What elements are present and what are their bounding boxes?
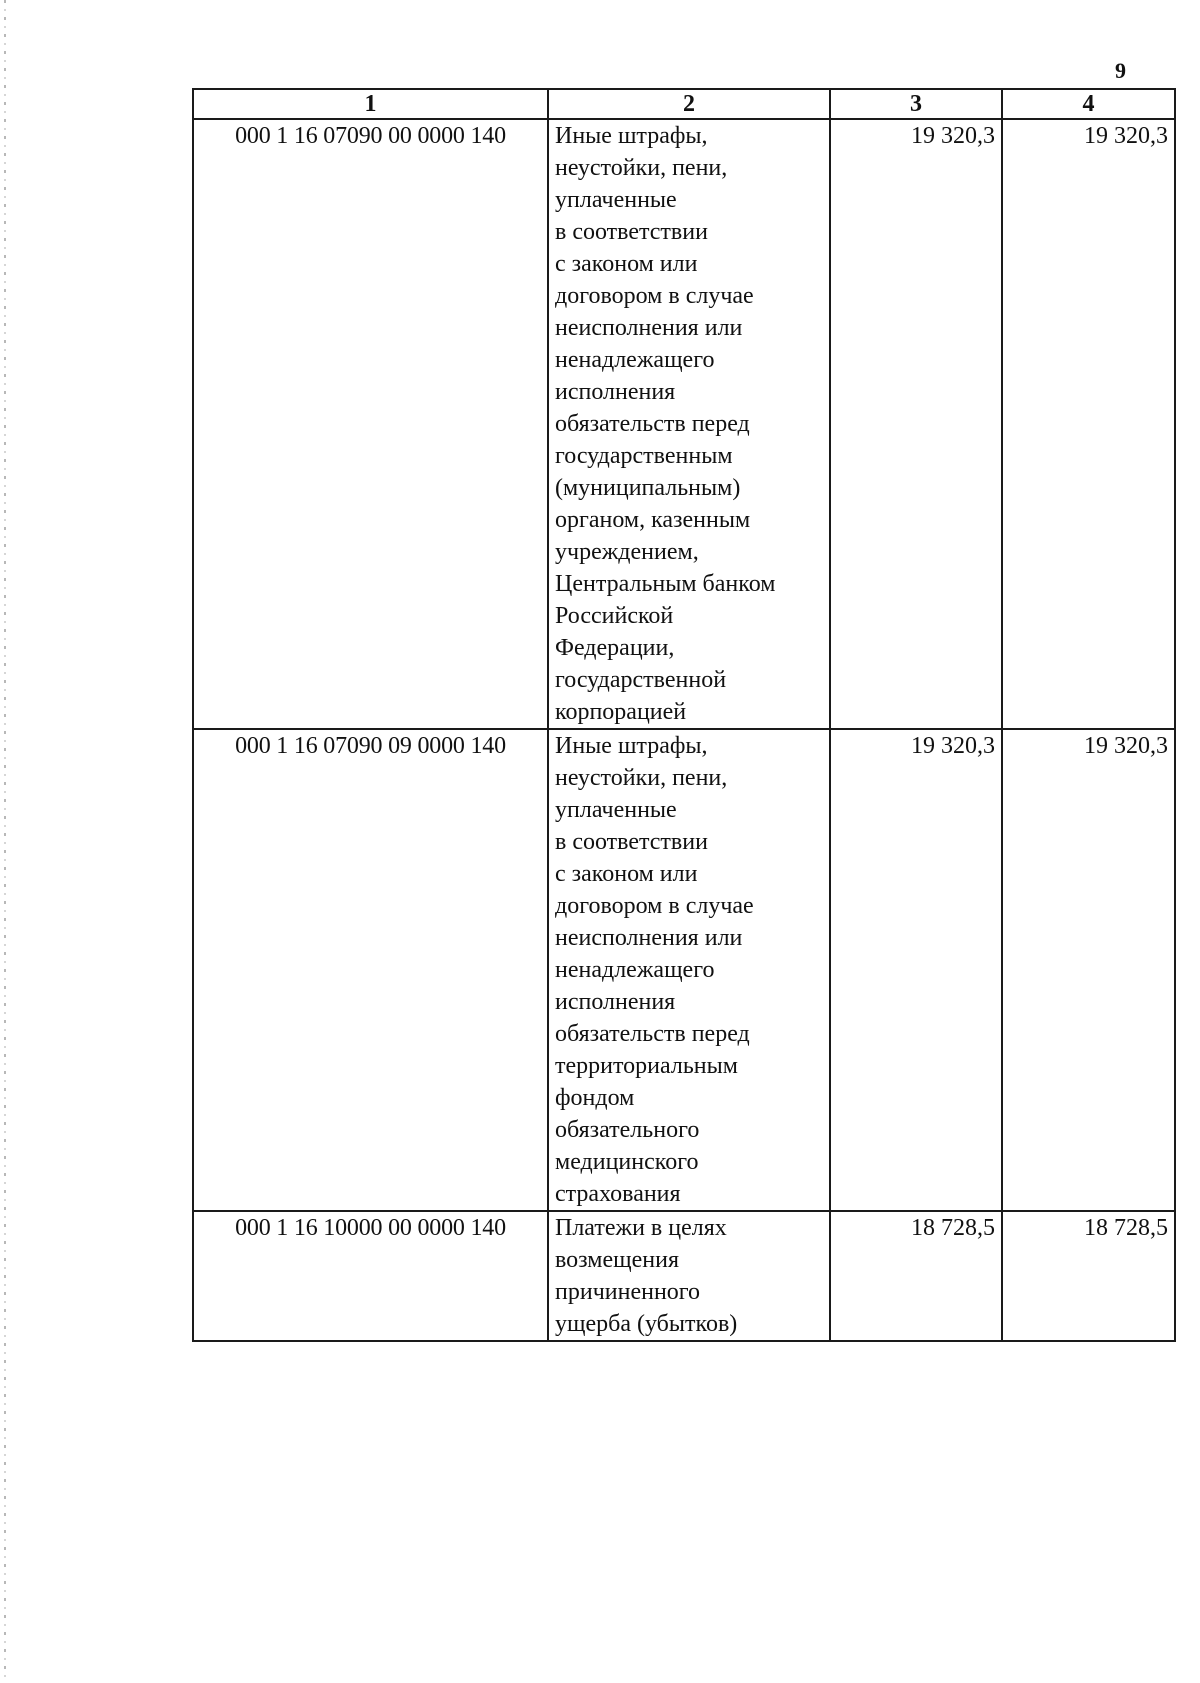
income-name-line: договором в случае bbox=[555, 893, 754, 919]
income-name-line: государственной bbox=[555, 667, 727, 693]
income-name-line: ненадлежащего bbox=[555, 347, 715, 373]
income-name-line: Центральным банком bbox=[555, 571, 776, 597]
income-name-line: Иные штрафы, bbox=[555, 733, 708, 759]
page-number: 9 bbox=[1115, 58, 1126, 83]
column-header-2: 2 bbox=[548, 89, 830, 119]
amount-col3-cell: 19 320,3 bbox=[830, 729, 1002, 1211]
income-name-line: Иные штрафы, bbox=[555, 123, 708, 149]
income-name-line: (муниципальным) bbox=[555, 475, 741, 501]
income-name-line: ущерба (убытков) bbox=[555, 1311, 738, 1337]
income-name-line: неустойки, пени, bbox=[555, 765, 728, 791]
income-name-line: неисполнения или bbox=[555, 925, 743, 951]
income-name-line: в соответствии bbox=[555, 829, 708, 855]
budget-code-cell: 000 1 16 10000 00 0000 140 bbox=[193, 1211, 548, 1341]
income-name-line: учреждением, bbox=[555, 539, 699, 565]
income-name-line: с законом или bbox=[555, 251, 698, 277]
income-name-line: медицинского bbox=[555, 1149, 699, 1175]
table-body bbox=[193, 119, 1175, 1341]
income-name-cell bbox=[548, 1211, 830, 1341]
table-row bbox=[193, 729, 1175, 1211]
column-header-4: 4 bbox=[1002, 89, 1175, 119]
income-name-line: в соответствии bbox=[555, 219, 708, 245]
table-row bbox=[193, 119, 1175, 729]
income-name-line: неустойки, пени, bbox=[555, 155, 728, 181]
income-name-cell bbox=[548, 119, 830, 729]
income-name-line: исполнения bbox=[555, 379, 676, 405]
income-name-line: фондом bbox=[555, 1085, 635, 1111]
income-name-line: Платежи в целях bbox=[555, 1215, 727, 1241]
column-header-3: 3 bbox=[830, 89, 1002, 119]
income-name-line: исполнения bbox=[555, 989, 676, 1015]
income-name-line: возмещения bbox=[555, 1247, 680, 1273]
amount-col4-cell: 19 320,3 bbox=[1002, 119, 1175, 729]
income-name-line: с законом или bbox=[555, 861, 698, 887]
income-name-line: государственным bbox=[555, 443, 733, 469]
income-name-line: обязательств перед bbox=[555, 411, 750, 437]
income-name-line: договором в случае bbox=[555, 283, 754, 309]
income-name-line: Федерации, bbox=[555, 635, 675, 661]
budget-code-cell: 000 1 16 07090 00 0000 140 bbox=[193, 119, 548, 729]
amount-col4-cell: 18 728,5 bbox=[1002, 1211, 1175, 1341]
income-name-line: причиненного bbox=[555, 1279, 701, 1305]
scan-edge-artifact bbox=[4, 0, 6, 1683]
column-header-1: 1 bbox=[193, 89, 548, 119]
income-name-line: уплаченные bbox=[555, 187, 677, 213]
income-name-line: ненадлежащего bbox=[555, 957, 715, 983]
table-header-row bbox=[193, 89, 1175, 119]
income-name-line: обязательного bbox=[555, 1117, 700, 1143]
amount-col4-cell: 19 320,3 bbox=[1002, 729, 1175, 1211]
income-name-line: уплаченные bbox=[555, 797, 677, 823]
budget-code-cell: 000 1 16 07090 09 0000 140 bbox=[193, 729, 548, 1211]
amount-col3-cell: 18 728,5 bbox=[830, 1211, 1002, 1341]
income-name-line: Российской bbox=[555, 603, 674, 629]
budget-table bbox=[192, 88, 1176, 1342]
income-name-line: органом, казенным bbox=[555, 507, 751, 533]
income-name-line: территориальным bbox=[555, 1053, 738, 1079]
table-row bbox=[193, 1211, 1175, 1341]
income-name-line: корпорацией bbox=[555, 699, 687, 725]
income-name-line: обязательств перед bbox=[555, 1021, 750, 1047]
income-name-line: страхования bbox=[555, 1181, 681, 1207]
income-name-cell bbox=[548, 729, 830, 1211]
income-name-line: неисполнения или bbox=[555, 315, 743, 341]
amount-col3-cell: 19 320,3 bbox=[830, 119, 1002, 729]
